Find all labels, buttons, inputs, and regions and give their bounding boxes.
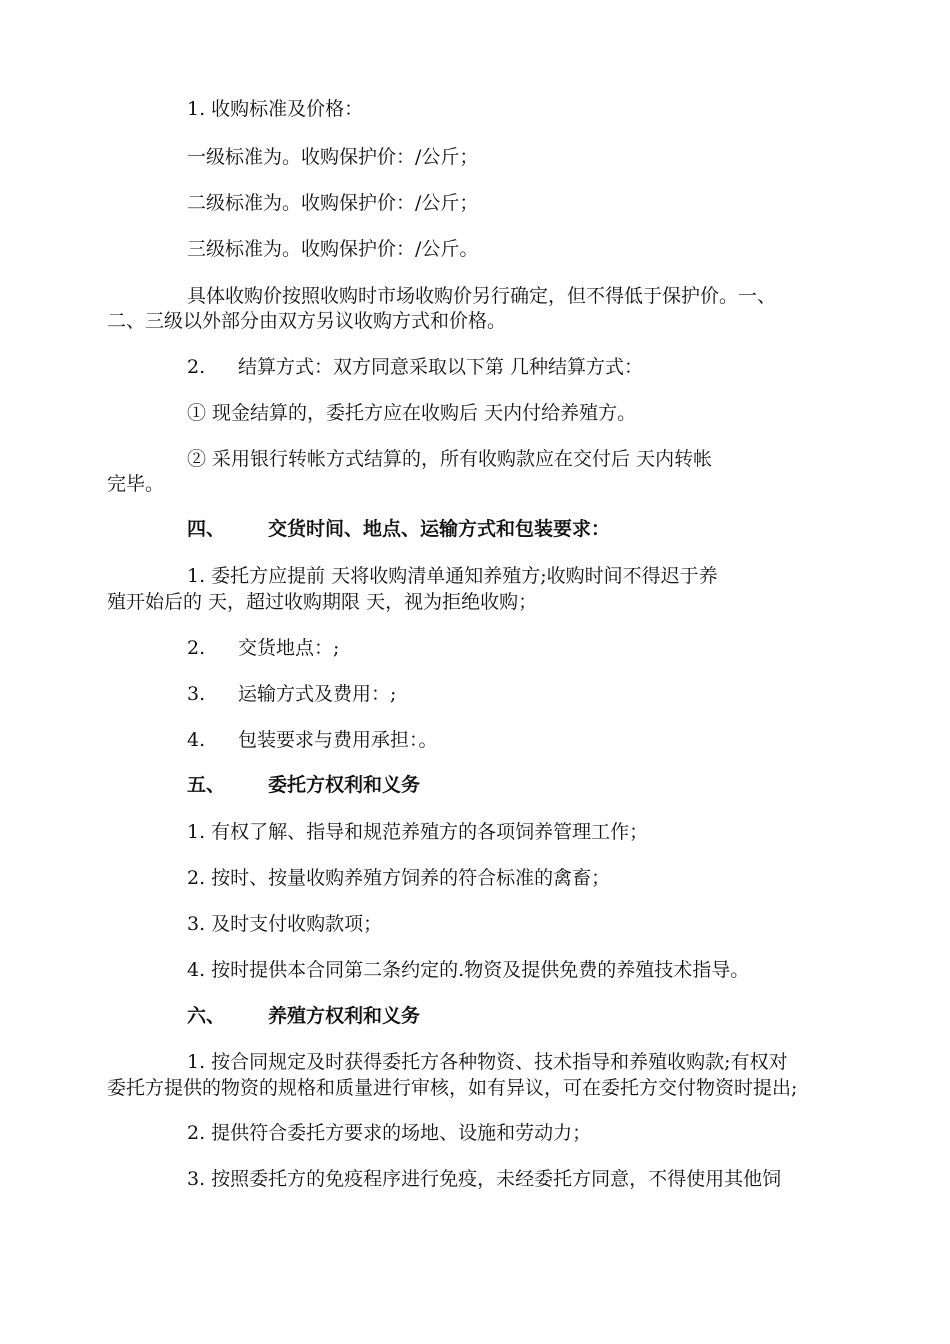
section-number: 六、: [187, 1005, 226, 1027]
section-number: 四、: [187, 518, 226, 540]
clause-line: 4. 按时提供本合同第二条约定的.物资及提供免费的养殖技术指导。: [187, 959, 750, 981]
clause-line: 运输方式及费用：;: [238, 683, 397, 705]
clause-line: 二级标准为。收购保护价：/公斤；: [187, 192, 479, 214]
section-heading: 交货时间、地点、运输方式和包装要求：: [268, 518, 611, 540]
clause-line: 3. 及时支付收购款项；: [187, 913, 383, 935]
clause-line: ① 现金结算的，委托方应在收购后 天内付给养殖方。: [187, 402, 637, 424]
clause-line: 委托方提供的物资的规格和质量进行审核，如有异议，可在委托方交付物资时提出;: [107, 1077, 798, 1099]
clause-line: 2. 按时、按量收购养殖方饲养的符合标准的禽畜；: [187, 867, 611, 889]
section-number: 五、: [187, 774, 226, 796]
paragraph-line: 具体收购价按照收购时市场收购价另行确定，但不得低于保护价。一、: [187, 285, 777, 307]
clause-line: 2. 提供符合委托方要求的场地、设施和劳动力；: [187, 1122, 592, 1144]
clause-line: 完毕。: [107, 473, 165, 495]
clause-number: 4.: [187, 729, 206, 751]
clause-line: 1. 按合同规定及时获得委托方各种物资、技术指导和养殖收购款;有权对: [187, 1051, 788, 1073]
clause-line: 包装要求与费用承担：。: [238, 729, 438, 751]
clause-line: 殖开始后的 天，超过收购期限 天，视为拒绝收购；: [107, 591, 538, 613]
clause-line: 一级标准为。收购保护价：/公斤；: [187, 146, 479, 168]
clause-line: 交货地点：;: [238, 637, 340, 659]
clause-line: ② 采用银行转帐方式结算的，所有收购款应在交付后 天内转帐: [187, 448, 713, 470]
section-heading: 养殖方权利和义务: [268, 1005, 421, 1027]
clause-number: 2.: [187, 356, 206, 378]
clause-line: 结算方式：双方同意采取以下第 几种结算方式：: [238, 356, 644, 378]
clause-number: 2.: [187, 637, 206, 659]
section-heading: 委托方权利和义务: [268, 774, 421, 796]
clause-line: 1. 委托方应提前 天将收购清单通知养殖方;收购时间不得迟于养: [187, 565, 718, 587]
clause-line: 1. 收购标准及价格：: [187, 98, 364, 120]
clause-line: 三级标准为。收购保护价：/公斤。: [187, 238, 479, 260]
paragraph-line: 二、三级以外部分由双方另议收购方式和价格。: [107, 310, 507, 332]
clause-line: 1. 有权了解、指导和规范养殖方的各项饲养管理工作；: [187, 821, 649, 843]
clause-number: 3.: [187, 683, 206, 705]
clause-line: 3. 按照委托方的免疫程序进行免疫，未经委托方同意，不得使用其他饲: [187, 1168, 782, 1190]
